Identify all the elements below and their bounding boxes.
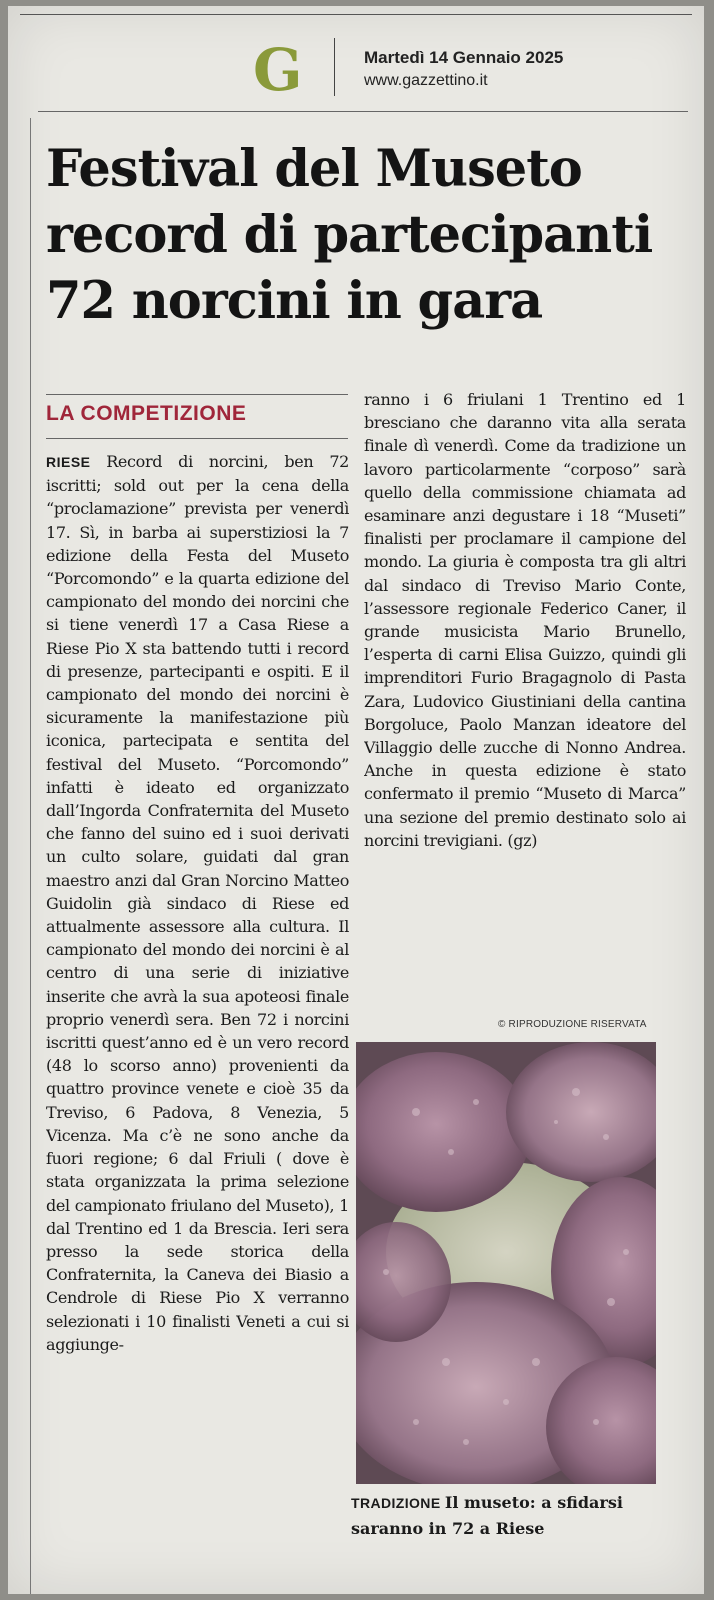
article-column-1 — [46, 450, 349, 1582]
caption-kicker: TRADIZIONE — [351, 1495, 445, 1511]
museto-illustration — [356, 1042, 656, 1484]
copyright-notice: © RIPRODUZIONE RISERVATA — [498, 1019, 647, 1030]
website-link: www.gazzettino.it — [364, 72, 488, 89]
kicker-rule-bottom — [46, 438, 348, 439]
caption-text: Il museto: a sfidarsi saranno in 72 a Riese — [351, 1493, 623, 1538]
gazzettino-logo: G — [253, 36, 303, 104]
headline-line-3: 72 norcini in gara — [46, 271, 543, 331]
photo-caption — [351, 1490, 681, 1542]
masthead-separator — [334, 38, 335, 96]
body-text-col1: Record di norcini, ben 72 iscritti; sold out per la cena della “proclamazione” prevista per venerdì 17. Sì, in barba ai superstiziosi la 7 edizione della Festa del Museto “Porcomondo” e la quarta edizione del campionato del mondo dei norcini che si tiene venerdì 17 a Casa Riese a Riese Pio X sta battendo tutti i record di presenze, partecipanti e ospiti. E il campionato del mondo dei norcini è sicuramente la manifestazione più iconica, partecipata e sentita del festival del Museto. “Porcomondo” infatti è ideato ed organizzato dall’Ingorda Confraternita del Museto che fanno del suino ed i suoi derivati un culto solare, guidati dal gran maestro anzi dal Gran Norcino Matteo Guidolin già sindaco di Riese ed attualmente assessore alla cultura. Il campionato del mondo dei norcini è al centro di una serie di iniziative inserite che avrà la sua apoteosi finale proprio venerdì sera. Ben 72 i norcini iscritti quest’anno ed è un vero record (48 lo scorso anno) provenienti da quattro province venete e cioè 35 da Treviso, 6 Padova, 8 Venezia, 5 Vicenza. Ma c’è ne sono anche da fuori regione; 6 dal Friuli ( dove è stata organizzata la prima selezione del campionato friulano del Museto), 1 dal Trentino ed 1 da Brescia. Ieri sera presso la sede storica della Confraternita, la Caneva dei Biasio a Cendrole di Riese Pio X verranno selezionati i 10 finalisti Veneti a cui si aggiunge- — [46, 452, 349, 1354]
article-column-2 — [364, 388, 686, 1006]
section-kicker: LA COMPETIZIONE — [46, 402, 247, 425]
kicker-rule-top — [46, 394, 348, 395]
dateline: RIESE — [46, 454, 107, 470]
body-text-col2: ranno i 6 friulani 1 Trentino ed 1 bresciano che daranno vita alla serata finale dì venerdì. Come da tradizione un lavoro particolarmente “corposo” sarà quello della commissione chiamata ad esaminare anzi degustare i 18 “Museti” finalisti per proclamare il campione del mondo. La giuria è composta tra gli altri dal sindaco di Treviso Mario Conte, l’assessore regionale Federico Caner, il grande musicista Mario Brunello, l’esperta di carni Elisa Guizzo, quindi gli imprenditori Furio Bragagnolo di Pasta Zara, Ludovico Giustiniani della cantina Borgoluce, Paolo Manzan ideatore del Villaggio delle zucche di Nonno Andrea. Anche in questa edizione è stato confermato il premio “Museto di Marca” una sezione del premio destinato solo ai norcini trevigiani. (gz) — [364, 390, 686, 850]
headline-line-2: record di partecipanti — [46, 205, 653, 265]
newspaper-page — [8, 6, 704, 1594]
issue-date: Martedì 14 Gennaio 2025 — [364, 48, 564, 67]
museto-photo — [356, 1042, 656, 1484]
top-rule — [20, 14, 692, 15]
article-headline — [46, 136, 696, 334]
left-margin-rule — [30, 118, 31, 1594]
headline-line-1: Festival del Museto — [46, 139, 582, 199]
masthead-rule — [38, 111, 688, 112]
